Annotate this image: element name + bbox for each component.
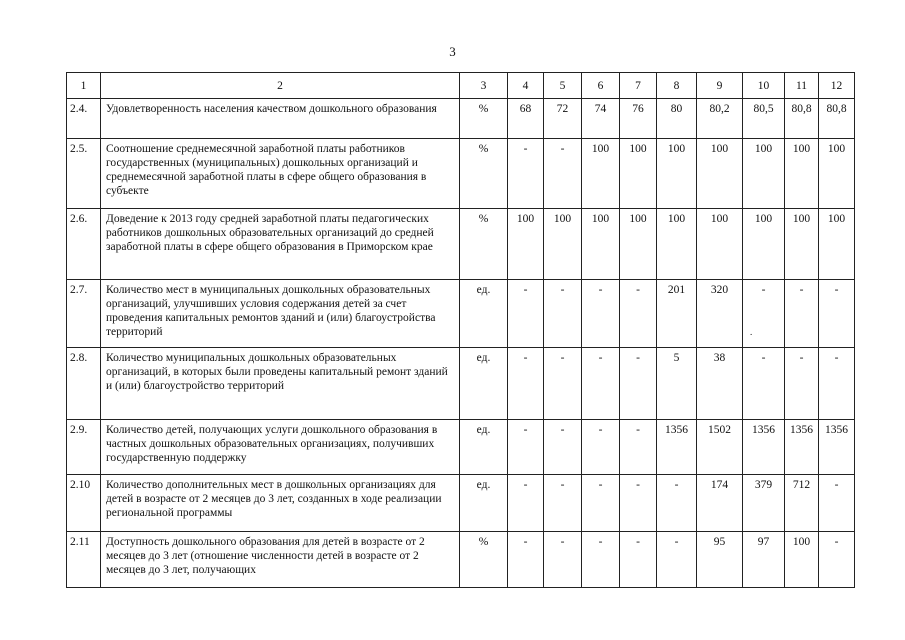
value-cell: - — [582, 348, 620, 420]
value-cell: - — [582, 420, 620, 475]
row-description: Количество дополнительных мест в дошкольных организациях для детей в возрасте от 2 месяцев до 3 лет, созданных в ходе реализации региональной программы — [101, 475, 460, 532]
value-cell: - — [785, 280, 819, 348]
value-cell: - — [582, 280, 620, 348]
value-cell: 38 — [697, 348, 743, 420]
value-cell: 97 — [743, 532, 785, 588]
value-cell: - — [582, 532, 620, 588]
value-cell: - — [544, 139, 582, 209]
value-cell: 100 — [743, 139, 785, 209]
value-cell: 100 — [819, 139, 855, 209]
value-cell: - — [657, 475, 697, 532]
header-cell: 10 — [743, 73, 785, 99]
value-cell: 95 — [697, 532, 743, 588]
header-cell: 8 — [657, 73, 697, 99]
value-cell: 100 — [544, 209, 582, 280]
row-unit: % — [460, 139, 508, 209]
row-number: 2.10 — [67, 475, 101, 532]
value-cell: - — [508, 532, 544, 588]
row-description: Количество мест в муниципальных дошкольных образовательных организаций, улучшивших условия содержания детей за счет проведения капитальных ремонтов зданий и (или) благоустройства территорий — [101, 280, 460, 348]
value-cell: 76 — [620, 99, 657, 139]
stray-mark: . — [750, 327, 753, 337]
table-header-row — [67, 73, 855, 99]
row-unit: ед. — [460, 475, 508, 532]
table-row — [67, 139, 855, 209]
value-cell: 100 — [819, 209, 855, 280]
value-cell: - — [620, 280, 657, 348]
header-cell: 6 — [582, 73, 620, 99]
value-cell: 174 — [697, 475, 743, 532]
value-cell: 1356 — [657, 420, 697, 475]
value-cell: 80,8 — [819, 99, 855, 139]
value-cell: - — [544, 532, 582, 588]
row-number: 2.4. — [67, 99, 101, 139]
row-description: Соотношение среднемесячной заработной платы работников государственных (муниципальных) дошкольных организаций и среднемесячной заработной платы в сфере общего образования в субъекте — [101, 139, 460, 209]
row-unit: ед. — [460, 280, 508, 348]
row-number: 2.11 — [67, 532, 101, 588]
value-cell: - — [785, 348, 819, 420]
value-cell: - — [657, 532, 697, 588]
page-number: 3 — [449, 44, 456, 59]
value-cell: - — [544, 420, 582, 475]
table-row — [67, 532, 855, 588]
header-cell: 7 — [620, 73, 657, 99]
table-row — [67, 420, 855, 475]
row-unit: % — [460, 209, 508, 280]
header-cell: 3 — [460, 73, 508, 99]
value-cell: 100 — [697, 209, 743, 280]
value-cell: - — [508, 280, 544, 348]
value-cell: 1356 — [819, 420, 855, 475]
row-description: Количество муниципальных дошкольных образовательных организаций, в которых были проведены капитальный ремонт зданий и (или) благоустройство территорий — [101, 348, 460, 420]
value-cell: - — [620, 475, 657, 532]
value-cell: - — [544, 280, 582, 348]
row-unit: ед. — [460, 348, 508, 420]
value-cell: 80,2 — [697, 99, 743, 139]
value-cell: 100 — [620, 209, 657, 280]
value-cell: - — [620, 420, 657, 475]
value-cell: 712 — [785, 475, 819, 532]
header-cell: 5 — [544, 73, 582, 99]
value-cell: 100 — [743, 209, 785, 280]
value-cell: 100 — [697, 139, 743, 209]
row-description: Доведение к 2013 году средней заработной платы педагогических работников дошкольных образовательных организаций до средней заработной платы в сфере общего образования в Приморском крае — [101, 209, 460, 280]
value-cell: 100 — [508, 209, 544, 280]
value-cell: - — [819, 348, 855, 420]
value-cell: 72 — [544, 99, 582, 139]
row-number: 2.5. — [67, 139, 101, 209]
row-description: Доступность дошкольного образования для детей в возрасте от 2 месяцев до 3 лет (отношение численности детей в возрасте от 2 месяцев до 3 лет, получающих — [101, 532, 460, 588]
value-cell: 100 — [620, 139, 657, 209]
row-number: 2.7. — [67, 280, 101, 348]
value-cell: - — [508, 348, 544, 420]
value-cell: 320 — [697, 280, 743, 348]
table-row — [67, 99, 855, 139]
value-cell: 1356 — [743, 420, 785, 475]
value-cell: - — [819, 475, 855, 532]
indicators-table — [66, 72, 855, 588]
value-cell: 80 — [657, 99, 697, 139]
table-row — [67, 348, 855, 420]
value-cell: 1502 — [697, 420, 743, 475]
value-cell: 100 — [785, 209, 819, 280]
table-row — [67, 209, 855, 280]
value-cell: - — [620, 532, 657, 588]
row-number: 2.8. — [67, 348, 101, 420]
value-cell: 1356 — [785, 420, 819, 475]
value-cell: 68 — [508, 99, 544, 139]
value-cell: - — [743, 348, 785, 420]
value-cell: 100 — [582, 209, 620, 280]
row-number: 2.9. — [67, 420, 101, 475]
value-cell: - — [544, 348, 582, 420]
value-cell: 100 — [657, 139, 697, 209]
value-cell: - — [508, 420, 544, 475]
value-cell: 5 — [657, 348, 697, 420]
header-cell: 4 — [508, 73, 544, 99]
table-row — [67, 280, 855, 348]
value-cell: - — [819, 532, 855, 588]
header-cell: 2 — [101, 73, 460, 99]
value-cell: 201 — [657, 280, 697, 348]
value-cell — [743, 280, 785, 348]
row-unit: ед. — [460, 420, 508, 475]
value-cell: - — [620, 348, 657, 420]
value-cell: - — [582, 475, 620, 532]
row-unit: % — [460, 532, 508, 588]
value-cell: 80,5 — [743, 99, 785, 139]
header-cell: 9 — [697, 73, 743, 99]
value-cell: - — [819, 280, 855, 348]
value-cell: 100 — [785, 139, 819, 209]
header-cell: 1 — [67, 73, 101, 99]
value-cell: 80,8 — [785, 99, 819, 139]
row-unit: % — [460, 99, 508, 139]
row-description: Количество детей, получающих услуги дошкольного образования в частных дошкольных образовательных организациях, получивших государственную поддержку — [101, 420, 460, 475]
value-cell: - — [508, 475, 544, 532]
row-number: 2.6. — [67, 209, 101, 280]
value-cell: 379 — [743, 475, 785, 532]
header-cell: 11 — [785, 73, 819, 99]
value-cell: - — [544, 475, 582, 532]
row-description: Удовлетворенность населения качеством дошкольного образования — [101, 99, 460, 139]
table-row — [67, 475, 855, 532]
value-cell: 100 — [785, 532, 819, 588]
value-cell: 74 — [582, 99, 620, 139]
value-cell: - — [508, 139, 544, 209]
value-cell: 100 — [657, 209, 697, 280]
value-text: - — [761, 284, 766, 296]
header-cell: 12 — [819, 73, 855, 99]
value-cell: 100 — [582, 139, 620, 209]
